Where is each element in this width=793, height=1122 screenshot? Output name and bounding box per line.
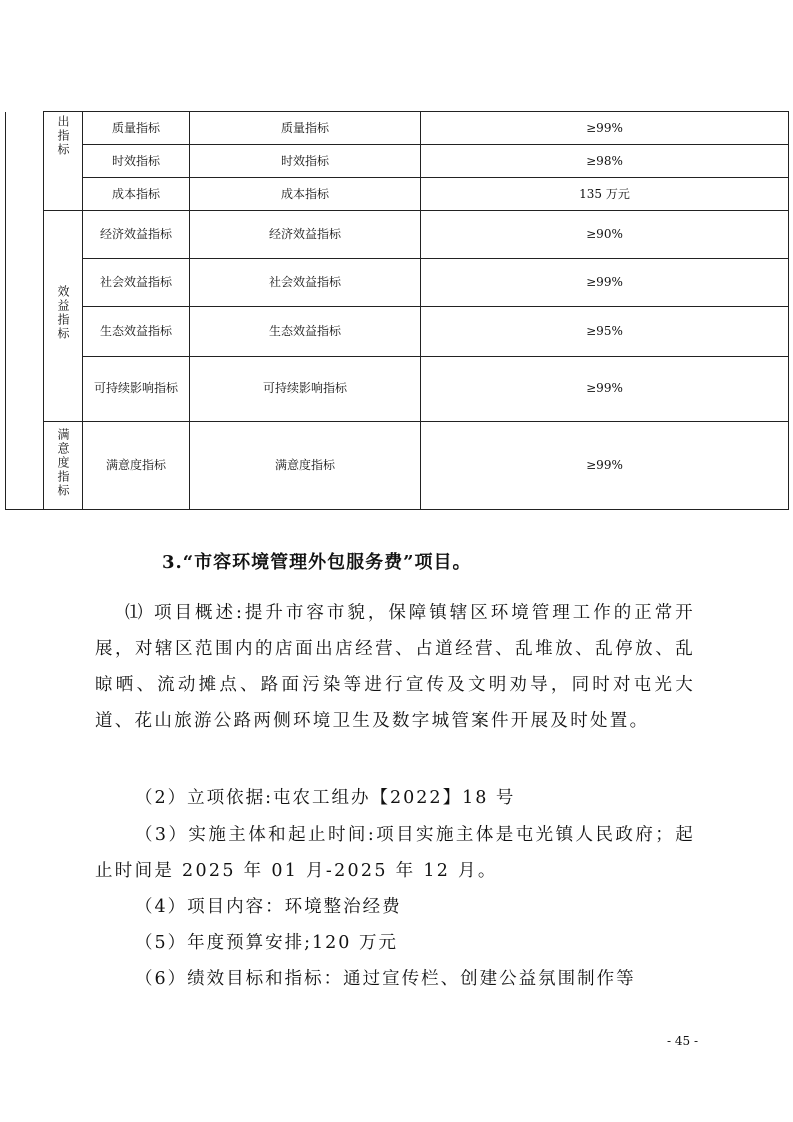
row4-sub: 经济效益指标 [83, 211, 190, 259]
row4-value: ≥90% [421, 211, 789, 259]
row2-indicator: 时效指标 [190, 145, 421, 178]
row3-indicator: 成本指标 [190, 178, 421, 211]
row6-value: ≥95% [421, 307, 789, 356]
row5-indicator: 社会效益指标 [190, 259, 421, 307]
paragraph-budget: （5）年度预算安排;120 万元 [135, 933, 398, 953]
row6-indicator: 生态效益指标 [190, 307, 421, 356]
row8-indicator: 满意度指标 [190, 421, 421, 509]
paragraph-basis: （2）立项依据:屯农工组办【2022】18 号 [135, 788, 516, 808]
section-heading: 3.“市容环境管理外包服务费”项目。 [162, 552, 472, 573]
paragraph-subject-time: （3）实施主体和起止时间:项目实施主体是屯光镇人民政府；起止时间是 2025 年 01 月-2025 年 12 月。 [95, 825, 695, 881]
group-benefit-label: 效益指标 [44, 211, 83, 421]
row1-value: ≥99% [421, 112, 789, 145]
outer-category-cell [6, 112, 44, 510]
row7-value: ≥99% [421, 356, 789, 421]
row2-sub: 时效指标 [83, 145, 190, 178]
paragraph-content: （4）项目内容：环境整治经费 [135, 897, 402, 917]
row3-value: 135 万元 [421, 178, 789, 211]
row1-indicator: 质量指标 [190, 112, 421, 145]
row8-value: ≥99% [421, 421, 789, 509]
paragraph-targets: （6）绩效目标和指标：通过宣传栏、创建公益氛围制作等 [135, 969, 636, 989]
group-satisfaction-label: 满意度指标 [44, 421, 83, 509]
row5-sub: 社会效益指标 [83, 259, 190, 307]
paragraph-overview: ⑴ 项目概述:提升市容市貌，保障镇辖区环境管理工作的正常开展，对辖区范围内的店面出店经营、占道经营、乱堆放、乱停放、乱晾晒、流动摊点、路面污染等进行宣传及文明劝导，同时对屯光大道、花山旅游公路两侧环境卫生及数字城管案件开展及时处置。 [95, 603, 695, 731]
indicator-table [5, 111, 789, 510]
row6-sub: 生态效益指标 [83, 307, 190, 356]
row3-sub: 成本指标 [83, 178, 190, 211]
row5-value: ≥99% [421, 259, 789, 307]
group-output-label: 出指标 [44, 112, 83, 211]
row2-value: ≥98% [421, 145, 789, 178]
row1-sub: 质量指标 [83, 112, 190, 145]
row7-indicator: 可持续影响指标 [190, 356, 421, 421]
row8-sub: 满意度指标 [83, 421, 190, 509]
row7-sub: 可持续影响指标 [83, 356, 190, 421]
page-number: - 45 - [666, 1034, 698, 1048]
row4-indicator: 经济效益指标 [190, 211, 421, 259]
